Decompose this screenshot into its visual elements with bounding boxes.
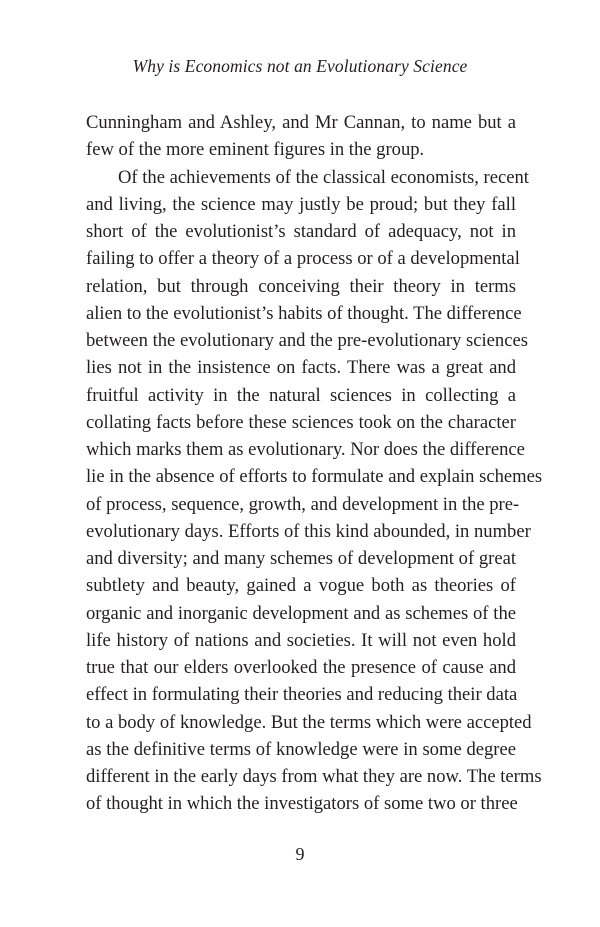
text-line: Cunningham and Ashley, and Mr Cannan, to name but a [86, 112, 516, 133]
text-line: as the definitive terms of knowledge were in some degree [86, 738, 516, 760]
text-line: between the evolutionary and the pre-evolutionary sciences [86, 330, 528, 351]
text-line: collating facts before these sciences took on the character [86, 411, 516, 433]
page-number: 9 [295, 844, 305, 864]
text-line: which marks them as evolutionary. Nor does the difference [86, 439, 525, 460]
text-line: evolutionary days. Efforts of this kind abounded, in number [86, 520, 531, 542]
text-line: to a body of knowledge. But the terms which were accepted [86, 711, 532, 733]
text-line: short of the evolutionist’s standard of adequacy, not in [86, 221, 516, 242]
text-line: true that our elders overlooked the presence of cause and [86, 657, 516, 678]
paragraph [86, 109, 516, 164]
text-line: life history of nations and societies. It will not even hold [86, 629, 516, 651]
text-line: few of the more eminent figures in the group. [86, 139, 425, 161]
running-head: Why is Economics not an Evolutionary Science [132, 56, 468, 76]
text-line: different in the early days from what they are now. The terms [86, 766, 542, 787]
text-line: lies not in the insistence on facts. There was a great and [86, 357, 516, 379]
text-line: relation, but through conceiving their theory in terms [86, 275, 516, 297]
text-line: alien to the evolutionist’s habits of thought. The difference [86, 302, 522, 324]
text-line: lie in the absence of efforts to formulate and explain schemes [86, 466, 543, 488]
text-line: failing to offer a theory of a process or of a developmental [86, 248, 520, 270]
text-line: of thought in which the investigators of some two or three [86, 793, 518, 815]
text-line: organic and inorganic development and as schemes of the [86, 602, 516, 624]
text-line: fruitful activity in the natural sciences in collecting a [86, 384, 516, 406]
text-line: Of the achievements of the classical economists, recent [118, 166, 529, 188]
text-line: subtlety and beauty, gained a vogue both as theories of [86, 575, 516, 597]
text-line: and diversity; and many schemes of development of great [86, 548, 516, 569]
body-text [86, 109, 543, 818]
paragraph [86, 164, 543, 818]
text-line: effect in formulating their theories and reducing their data [86, 684, 518, 706]
text-line: of process, sequence, growth, and development in the pre- [86, 493, 520, 515]
text-line: and living, the science may justly be proud; but they fall [86, 193, 516, 215]
